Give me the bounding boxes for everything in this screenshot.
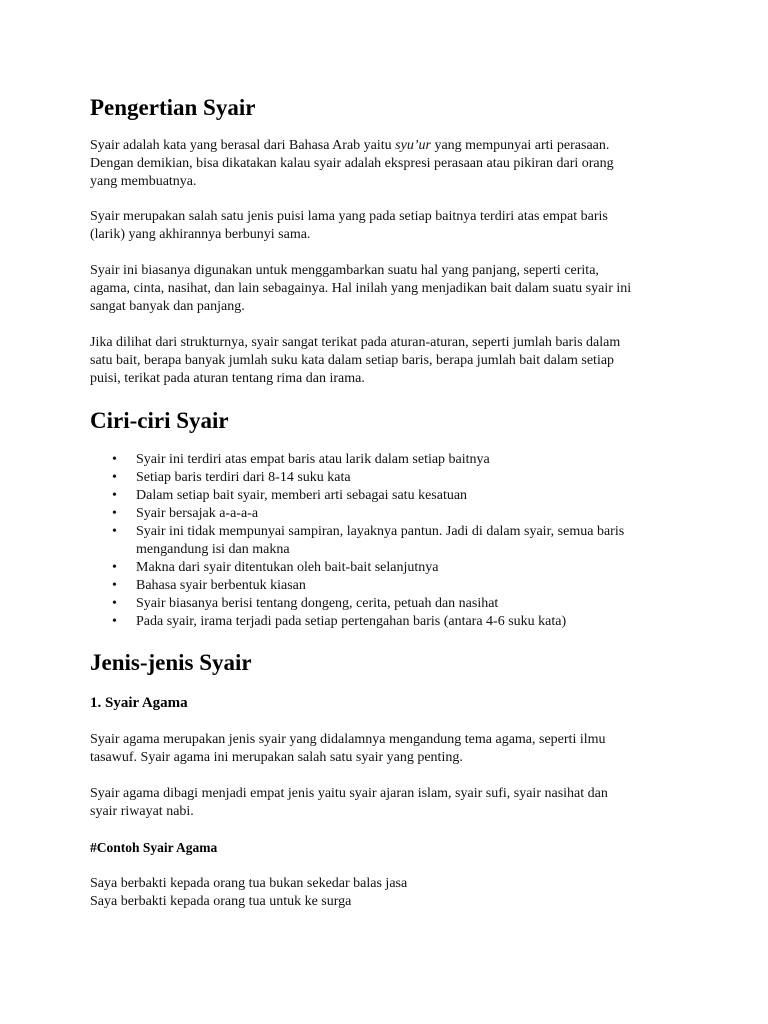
text-line: Syair merupakan salah satu jenis puisi lama yang pada setiap baitnya terdiri atas empat baris bbox=[90, 209, 608, 224]
subheading-syair-agama: 1. Syair Agama bbox=[90, 695, 188, 711]
text-line: satu bait, berapa banyak jumlah suku kata dalam setiap baris, berapa jumlah bait dalam setiap bbox=[90, 353, 615, 368]
list-item-text: Makna dari syair ditentukan oleh bait-bait selanjutnya bbox=[136, 560, 439, 575]
list-item bbox=[90, 559, 688, 577]
heading-ciri-ciri-syair: Ciri-ciri Syair bbox=[90, 408, 229, 433]
paragraph-pengertian-1 bbox=[90, 137, 688, 191]
list-item bbox=[90, 487, 688, 505]
text-line: Jika dilihat dari strukturnya, syair sangat terikat pada aturan-aturan, seperti jumlah baris dalam bbox=[90, 335, 621, 350]
poem-contoh-syair-agama bbox=[90, 875, 688, 911]
list-item bbox=[90, 523, 688, 559]
list-item-text: Setiap baris terdiri dari 8-14 suku kata bbox=[136, 470, 351, 485]
text-line: puisi, terikat pada aturan tentang rima dan irama. bbox=[90, 371, 365, 386]
bullet-marker: • bbox=[112, 524, 117, 539]
list-item bbox=[90, 595, 688, 613]
ciri-list bbox=[90, 451, 688, 631]
bullet-marker: • bbox=[112, 470, 117, 485]
paragraph-pengertian-2 bbox=[90, 208, 688, 244]
bullet-marker: • bbox=[112, 614, 117, 629]
list-item bbox=[90, 577, 688, 595]
text-line: tasawuf. Syair agama ini merupakan salah satu syair yang penting. bbox=[90, 750, 463, 765]
paragraph-pengertian-4 bbox=[90, 334, 688, 388]
text-line: Syair agama merupakan jenis syair yang didalamnya mengandung tema agama, seperti ilmu bbox=[90, 732, 606, 747]
text-segment: Syair adalah kata yang berasal dari Bahasa Arab yaitu bbox=[90, 138, 396, 153]
paragraph-syair-agama-2 bbox=[90, 785, 688, 821]
text-line: sangat banyak dan panjang. bbox=[90, 299, 245, 314]
bullet-marker: • bbox=[112, 452, 117, 467]
poem-line: Saya berbakti kepada orang tua untuk ke surga bbox=[90, 894, 352, 909]
bullet-marker: • bbox=[112, 560, 117, 575]
text-line: yang membuatnya. bbox=[90, 174, 197, 189]
bullet-marker: • bbox=[112, 596, 117, 611]
text-line: Syair agama dibagi menjadi empat jenis yaitu syair ajaran islam, syair sufi, syair nasihat dan bbox=[90, 786, 608, 801]
heading-contoh-syair-agama: #Contoh Syair Agama bbox=[90, 840, 218, 855]
bullet-marker: • bbox=[112, 506, 117, 521]
poem-line: Saya berbakti kepada orang tua bukan sekedar balas jasa bbox=[90, 876, 408, 891]
text-line: Dengan demikian, bisa dikatakan kalau syair adalah ekspresi perasaan atau pikiran dari orang bbox=[90, 156, 614, 171]
text-line: agama, cinta, nasihat, dan lain sebagainya. Hal inilah yang menjadikan bait dalam suatu syair ini bbox=[90, 281, 632, 296]
list-item bbox=[90, 451, 688, 469]
bullet-marker: • bbox=[112, 488, 117, 503]
list-item bbox=[90, 469, 688, 487]
text-segment: yang mempunyai arti perasaan. bbox=[430, 138, 610, 153]
list-item bbox=[90, 505, 688, 523]
list-item-text: Syair ini terdiri atas empat baris atau larik dalam setiap baitnya bbox=[136, 452, 490, 467]
list-item-text: Pada syair, irama terjadi pada setiap pertengahan baris (antara 4-6 suku kata) bbox=[136, 614, 567, 629]
text-line: Syair ini biasanya digunakan untuk menggambarkan suatu hal yang panjang, seperti cerita, bbox=[90, 263, 599, 278]
list-item-text: Dalam setiap bait syair, memberi arti sebagai satu kesatuan bbox=[136, 488, 468, 503]
heading-jenis-jenis-syair: Jenis-jenis Syair bbox=[90, 650, 252, 675]
list-item-text: Syair biasanya berisi tentang dongeng, cerita, petuah dan nasihat bbox=[136, 596, 499, 611]
list-item-text: Syair ini tidak mempunyai sampiran, layaknya pantun. Jadi di dalam syair, semua baris bbox=[136, 524, 625, 539]
text-line: (larik) yang akhirannya berbunyi sama. bbox=[90, 227, 311, 242]
text-line: syair riwayat nabi. bbox=[90, 804, 194, 819]
italic-term: syu’ur bbox=[395, 138, 431, 153]
paragraph-pengertian-3 bbox=[90, 262, 688, 316]
list-item-text: Syair bersajak a-a-a-a bbox=[136, 506, 259, 521]
heading-pengertian-syair: Pengertian Syair bbox=[90, 95, 256, 120]
paragraph-syair-agama-1 bbox=[90, 731, 688, 767]
list-item-text: mengandung isi dan makna bbox=[136, 542, 290, 557]
bullet-marker: • bbox=[112, 578, 117, 593]
list-item bbox=[90, 613, 688, 631]
list-item-text: Bahasa syair berbentuk kiasan bbox=[136, 578, 306, 593]
